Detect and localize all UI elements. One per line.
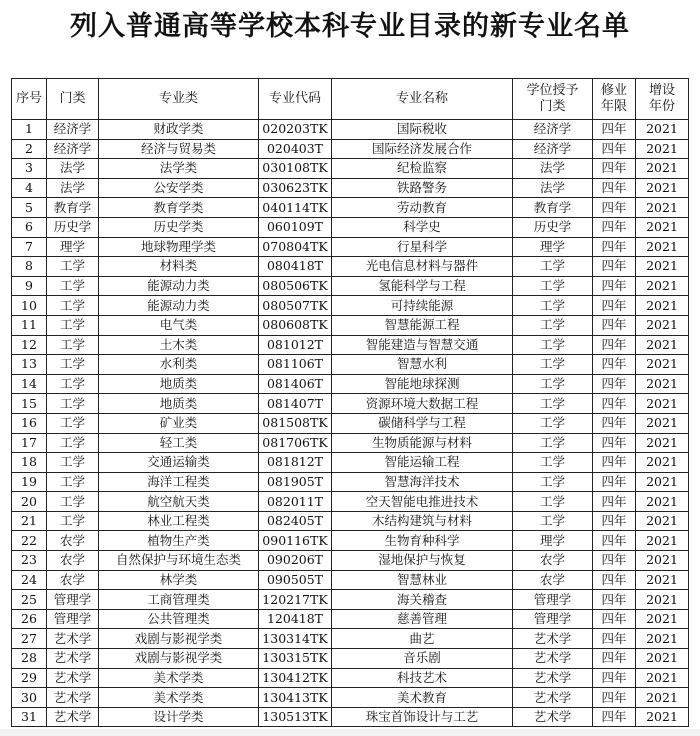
cell-major-name: 智能地球探测	[332, 374, 513, 394]
cell-index: 28	[12, 649, 47, 669]
cell-major-code: 090505T	[259, 570, 332, 590]
cell-major-class: 林学类	[99, 570, 259, 590]
table-row	[12, 159, 689, 179]
cell-index: 9	[12, 276, 47, 296]
cell-year-added: 2021	[636, 570, 689, 590]
cell-index: 1	[12, 120, 47, 140]
header-major-code: 专业代码	[259, 79, 332, 120]
cell-major-code: 081407T	[259, 394, 332, 414]
cell-category: 经济学	[47, 120, 99, 140]
cell-major-class: 工商管理类	[99, 590, 259, 610]
cell-category: 工学	[47, 413, 99, 433]
cell-category: 艺术学	[47, 707, 99, 727]
cell-index: 13	[12, 355, 47, 375]
cell-major-code: 081706TK	[259, 433, 332, 453]
cell-category: 工学	[47, 257, 99, 277]
cell-year-added: 2021	[636, 433, 689, 453]
table-row	[12, 688, 689, 708]
cell-year-added: 2021	[636, 237, 689, 257]
cell-major-name: 智能运输工程	[332, 453, 513, 473]
cell-study-years: 四年	[593, 433, 636, 453]
cell-major-class: 电气类	[99, 315, 259, 335]
cell-major-name: 碳储科学与工程	[332, 413, 513, 433]
cell-degree-category: 工学	[513, 511, 593, 531]
cell-major-class: 植物生产类	[99, 531, 259, 551]
cell-study-years: 四年	[593, 413, 636, 433]
cell-study-years: 四年	[593, 315, 636, 335]
cell-year-added: 2021	[636, 217, 689, 237]
cell-year-added: 2021	[636, 139, 689, 159]
table-row	[12, 139, 689, 159]
cell-category: 农学	[47, 570, 99, 590]
cell-major-code: 081106T	[259, 355, 332, 375]
cell-major-class: 戏剧与影视学类	[99, 629, 259, 649]
cell-index: 14	[12, 374, 47, 394]
table-row	[12, 374, 689, 394]
cell-study-years: 四年	[593, 355, 636, 375]
cell-major-name: 生物育种科学	[332, 531, 513, 551]
cell-year-added: 2021	[636, 374, 689, 394]
cell-index: 20	[12, 492, 47, 512]
cell-index: 27	[12, 629, 47, 649]
cell-major-code: 082011T	[259, 492, 332, 512]
cell-study-years: 四年	[593, 237, 636, 257]
cell-category: 历史学	[47, 217, 99, 237]
table-row	[12, 335, 689, 355]
cell-major-class: 林业工程类	[99, 511, 259, 531]
cell-major-class: 交通运输类	[99, 453, 259, 473]
cell-major-class: 法学类	[99, 159, 259, 179]
cell-major-code: 081812T	[259, 453, 332, 473]
cell-major-class: 矿业类	[99, 413, 259, 433]
cell-study-years: 四年	[593, 511, 636, 531]
cell-category: 理学	[47, 237, 99, 257]
cell-category: 工学	[47, 492, 99, 512]
cell-year-added: 2021	[636, 413, 689, 433]
cell-index: 2	[12, 139, 47, 159]
table-row	[12, 511, 689, 531]
cell-study-years: 四年	[593, 139, 636, 159]
cell-major-class: 教育学类	[99, 198, 259, 218]
cell-major-name: 生物质能源与材料	[332, 433, 513, 453]
cell-year-added: 2021	[636, 257, 689, 277]
cell-major-code: 081406T	[259, 374, 332, 394]
cell-major-code: 081508TK	[259, 413, 332, 433]
cell-category: 工学	[47, 472, 99, 492]
cell-year-added: 2021	[636, 120, 689, 140]
table-row	[12, 570, 689, 590]
cell-year-added: 2021	[636, 531, 689, 551]
cell-degree-category: 工学	[513, 433, 593, 453]
table-row	[12, 629, 689, 649]
cell-major-name: 音乐剧	[332, 649, 513, 669]
cell-study-years: 四年	[593, 649, 636, 669]
cell-category: 工学	[47, 433, 99, 453]
table-row	[12, 551, 689, 571]
cell-category: 教育学	[47, 198, 99, 218]
cell-major-code: 090116TK	[259, 531, 332, 551]
cell-major-code: 081012T	[259, 335, 332, 355]
cell-degree-category: 工学	[513, 355, 593, 375]
table-header-row	[12, 79, 689, 120]
cell-degree-category: 历史学	[513, 217, 593, 237]
table-row	[12, 590, 689, 610]
table-row	[12, 394, 689, 414]
cell-degree-category: 艺术学	[513, 688, 593, 708]
cell-major-code: 080506TK	[259, 276, 332, 296]
cell-major-name: 智能建造与智慧交通	[332, 335, 513, 355]
cell-index: 18	[12, 453, 47, 473]
cell-study-years: 四年	[593, 688, 636, 708]
table-row	[12, 649, 689, 669]
cell-degree-category: 工学	[513, 472, 593, 492]
cell-major-class: 航空航天类	[99, 492, 259, 512]
cell-major-code: 090206T	[259, 551, 332, 571]
header-major-class: 专业类	[99, 79, 259, 120]
cell-category: 工学	[47, 453, 99, 473]
cell-major-code: 130412TK	[259, 668, 332, 688]
cell-major-name: 智慧林业	[332, 570, 513, 590]
cell-study-years: 四年	[593, 276, 636, 296]
cell-major-class: 土木类	[99, 335, 259, 355]
cell-study-years: 四年	[593, 590, 636, 610]
table-row	[12, 237, 689, 257]
cell-major-class: 自然保护与环境生态类	[99, 551, 259, 571]
cell-index: 16	[12, 413, 47, 433]
cell-degree-category: 管理学	[513, 590, 593, 610]
cell-major-class: 历史学类	[99, 217, 259, 237]
cell-study-years: 四年	[593, 531, 636, 551]
cell-major-name: 科技艺术	[332, 668, 513, 688]
cell-major-name: 木结构建筑与材料	[332, 511, 513, 531]
table-row	[12, 178, 689, 198]
cell-degree-category: 农学	[513, 570, 593, 590]
cell-degree-category: 经济学	[513, 139, 593, 159]
cell-year-added: 2021	[636, 668, 689, 688]
cell-degree-category: 工学	[513, 453, 593, 473]
cell-major-code: 070804TK	[259, 237, 332, 257]
cell-degree-category: 管理学	[513, 609, 593, 629]
cell-study-years: 四年	[593, 296, 636, 316]
cell-major-name: 智慧水利	[332, 355, 513, 375]
cell-major-class: 财政学类	[99, 120, 259, 140]
cell-index: 15	[12, 394, 47, 414]
cell-major-name: 国际经济发展合作	[332, 139, 513, 159]
page-title: 列入普通高等学校本科专业目录的新专业名单	[70, 11, 630, 42]
cell-major-code: 020203TK	[259, 120, 332, 140]
cell-major-code: 130413TK	[259, 688, 332, 708]
cell-major-class: 地质类	[99, 374, 259, 394]
cell-major-code: 040114TK	[259, 198, 332, 218]
table-row	[12, 707, 689, 727]
cell-major-code: 060109T	[259, 217, 332, 237]
cell-category: 工学	[47, 374, 99, 394]
cell-degree-category: 艺术学	[513, 629, 593, 649]
cell-major-name: 湿地保护与恢复	[332, 551, 513, 571]
cell-major-code: 120217TK	[259, 590, 332, 610]
cell-degree-category: 艺术学	[513, 668, 593, 688]
header-index: 序号	[12, 79, 47, 120]
table-row	[12, 668, 689, 688]
cell-index: 19	[12, 472, 47, 492]
cell-major-class: 能源动力类	[99, 296, 259, 316]
table-row	[12, 433, 689, 453]
cell-category: 工学	[47, 315, 99, 335]
table-row	[12, 120, 689, 140]
header-study-years: 修业年限	[593, 79, 636, 120]
cell-degree-category: 法学	[513, 159, 593, 179]
cell-degree-category: 工学	[513, 492, 593, 512]
cell-index: 5	[12, 198, 47, 218]
cell-major-code: 030108TK	[259, 159, 332, 179]
cell-index: 17	[12, 433, 47, 453]
cell-major-name: 曲艺	[332, 629, 513, 649]
table-row	[12, 198, 689, 218]
cell-year-added: 2021	[636, 198, 689, 218]
cell-study-years: 四年	[593, 217, 636, 237]
cell-year-added: 2021	[636, 511, 689, 531]
cell-major-code: 020403T	[259, 139, 332, 159]
cell-year-added: 2021	[636, 688, 689, 708]
cell-index: 23	[12, 551, 47, 571]
cell-category: 法学	[47, 178, 99, 198]
cell-degree-category: 工学	[513, 335, 593, 355]
cell-major-name: 海关稽查	[332, 590, 513, 610]
cell-degree-category: 教育学	[513, 198, 593, 218]
cell-degree-category: 工学	[513, 315, 593, 335]
cell-major-class: 经济与贸易类	[99, 139, 259, 159]
cell-category: 法学	[47, 159, 99, 179]
cell-degree-category: 艺术学	[513, 707, 593, 727]
cell-major-code: 120418T	[259, 609, 332, 629]
cell-index: 11	[12, 315, 47, 335]
cell-category: 工学	[47, 335, 99, 355]
cell-study-years: 四年	[593, 394, 636, 414]
cell-major-name: 珠宝首饰设计与工艺	[332, 707, 513, 727]
cell-major-name: 空天智能电推进技术	[332, 492, 513, 512]
cell-major-class: 公共管理类	[99, 609, 259, 629]
cell-major-name: 氢能科学与工程	[332, 276, 513, 296]
cell-year-added: 2021	[636, 649, 689, 669]
cell-major-code: 080418T	[259, 257, 332, 277]
cell-major-name: 铁路警务	[332, 178, 513, 198]
cell-major-class: 美术学类	[99, 668, 259, 688]
cell-index: 8	[12, 257, 47, 277]
cell-index: 22	[12, 531, 47, 551]
cell-index: 25	[12, 590, 47, 610]
cell-year-added: 2021	[636, 590, 689, 610]
cell-study-years: 四年	[593, 120, 636, 140]
cell-category: 艺术学	[47, 688, 99, 708]
cell-major-code: 130314TK	[259, 629, 332, 649]
cell-category: 管理学	[47, 609, 99, 629]
cell-major-name: 纪检监察	[332, 159, 513, 179]
header-category: 门类	[47, 79, 99, 120]
cell-major-name: 国际税收	[332, 120, 513, 140]
cell-major-name: 资源环境大数据工程	[332, 394, 513, 414]
cell-year-added: 2021	[636, 394, 689, 414]
table-row	[12, 413, 689, 433]
new-majors-table	[11, 78, 689, 727]
cell-study-years: 四年	[593, 453, 636, 473]
cell-degree-category: 工学	[513, 257, 593, 277]
cell-major-class: 地球物理学类	[99, 237, 259, 257]
cell-year-added: 2021	[636, 472, 689, 492]
cell-study-years: 四年	[593, 629, 636, 649]
cell-degree-category: 经济学	[513, 120, 593, 140]
cell-category: 农学	[47, 551, 99, 571]
cell-major-code: 080507TK	[259, 296, 332, 316]
cell-major-class: 能源动力类	[99, 276, 259, 296]
cell-major-name: 慈善管理	[332, 609, 513, 629]
cell-year-added: 2021	[636, 492, 689, 512]
cell-degree-category: 工学	[513, 374, 593, 394]
cell-major-name: 劳动教育	[332, 198, 513, 218]
cell-major-code: 081905T	[259, 472, 332, 492]
cell-major-name: 智慧海洋技术	[332, 472, 513, 492]
cell-index: 24	[12, 570, 47, 590]
cell-degree-category: 工学	[513, 276, 593, 296]
cell-major-code: 030623TK	[259, 178, 332, 198]
cell-index: 26	[12, 609, 47, 629]
cell-major-name: 美术教育	[332, 688, 513, 708]
cell-study-years: 四年	[593, 707, 636, 727]
cell-year-added: 2021	[636, 296, 689, 316]
cell-study-years: 四年	[593, 609, 636, 629]
cell-year-added: 2021	[636, 335, 689, 355]
cell-index: 30	[12, 688, 47, 708]
cell-year-added: 2021	[636, 453, 689, 473]
cell-degree-category: 艺术学	[513, 649, 593, 669]
table-row	[12, 296, 689, 316]
cell-study-years: 四年	[593, 668, 636, 688]
header-major-name: 专业名称	[332, 79, 513, 120]
table-row	[12, 276, 689, 296]
cell-degree-category: 法学	[513, 178, 593, 198]
cell-category: 工学	[47, 296, 99, 316]
cell-major-name: 智慧能源工程	[332, 315, 513, 335]
cell-major-class: 设计学类	[99, 707, 259, 727]
header-degree-category: 学位授予门类	[513, 79, 593, 120]
cell-study-years: 四年	[593, 551, 636, 571]
cell-major-name: 行星科学	[332, 237, 513, 257]
cell-major-class: 轻工类	[99, 433, 259, 453]
cell-year-added: 2021	[636, 629, 689, 649]
cell-study-years: 四年	[593, 178, 636, 198]
cell-study-years: 四年	[593, 374, 636, 394]
table-row	[12, 492, 689, 512]
cell-degree-category: 工学	[513, 394, 593, 414]
cell-major-code: 130315TK	[259, 649, 332, 669]
cell-year-added: 2021	[636, 551, 689, 571]
cell-category: 艺术学	[47, 629, 99, 649]
cell-major-class: 公安学类	[99, 178, 259, 198]
cell-major-code: 130513TK	[259, 707, 332, 727]
cell-study-years: 四年	[593, 472, 636, 492]
cell-category: 工学	[47, 355, 99, 375]
cell-major-class: 海洋工程类	[99, 472, 259, 492]
cell-major-class: 材料类	[99, 257, 259, 277]
cell-major-name: 科学史	[332, 217, 513, 237]
cell-year-added: 2021	[636, 355, 689, 375]
header-year-added: 增设年份	[636, 79, 689, 120]
cell-study-years: 四年	[593, 257, 636, 277]
cell-degree-category: 农学	[513, 551, 593, 571]
bottom-margin	[0, 729, 700, 736]
cell-study-years: 四年	[593, 492, 636, 512]
table-row	[12, 531, 689, 551]
cell-category: 艺术学	[47, 649, 99, 669]
cell-category: 工学	[47, 394, 99, 414]
cell-index: 12	[12, 335, 47, 355]
table-row	[12, 355, 689, 375]
cell-major-code: 082405T	[259, 511, 332, 531]
cell-index: 10	[12, 296, 47, 316]
cell-index: 21	[12, 511, 47, 531]
cell-index: 6	[12, 217, 47, 237]
table-row	[12, 257, 689, 277]
cell-year-added: 2021	[636, 707, 689, 727]
cell-category: 艺术学	[47, 668, 99, 688]
cell-major-code: 080608TK	[259, 315, 332, 335]
cell-degree-category: 工学	[513, 413, 593, 433]
cell-major-name: 可持续能源	[332, 296, 513, 316]
cell-index: 4	[12, 178, 47, 198]
cell-degree-category: 理学	[513, 237, 593, 257]
cell-category: 工学	[47, 511, 99, 531]
cell-major-class: 美术学类	[99, 688, 259, 708]
cell-category: 管理学	[47, 590, 99, 610]
cell-degree-category: 理学	[513, 531, 593, 551]
cell-category: 经济学	[47, 139, 99, 159]
cell-year-added: 2021	[636, 159, 689, 179]
cell-major-class: 戏剧与影视学类	[99, 649, 259, 669]
cell-year-added: 2021	[636, 276, 689, 296]
cell-index: 7	[12, 237, 47, 257]
cell-study-years: 四年	[593, 570, 636, 590]
cell-study-years: 四年	[593, 198, 636, 218]
cell-year-added: 2021	[636, 178, 689, 198]
table-row	[12, 453, 689, 473]
cell-year-added: 2021	[636, 609, 689, 629]
table-row	[12, 472, 689, 492]
table-row	[12, 315, 689, 335]
cell-major-name: 光电信息材料与器件	[332, 257, 513, 277]
cell-category: 工学	[47, 276, 99, 296]
table-row	[12, 217, 689, 237]
cell-major-class: 地质类	[99, 394, 259, 414]
cell-index: 3	[12, 159, 47, 179]
cell-category: 农学	[47, 531, 99, 551]
cell-study-years: 四年	[593, 159, 636, 179]
cell-index: 29	[12, 668, 47, 688]
cell-major-class: 水利类	[99, 355, 259, 375]
table-row	[12, 609, 689, 629]
cell-study-years: 四年	[593, 335, 636, 355]
cell-year-added: 2021	[636, 315, 689, 335]
cell-index: 31	[12, 707, 47, 727]
cell-degree-category: 工学	[513, 296, 593, 316]
